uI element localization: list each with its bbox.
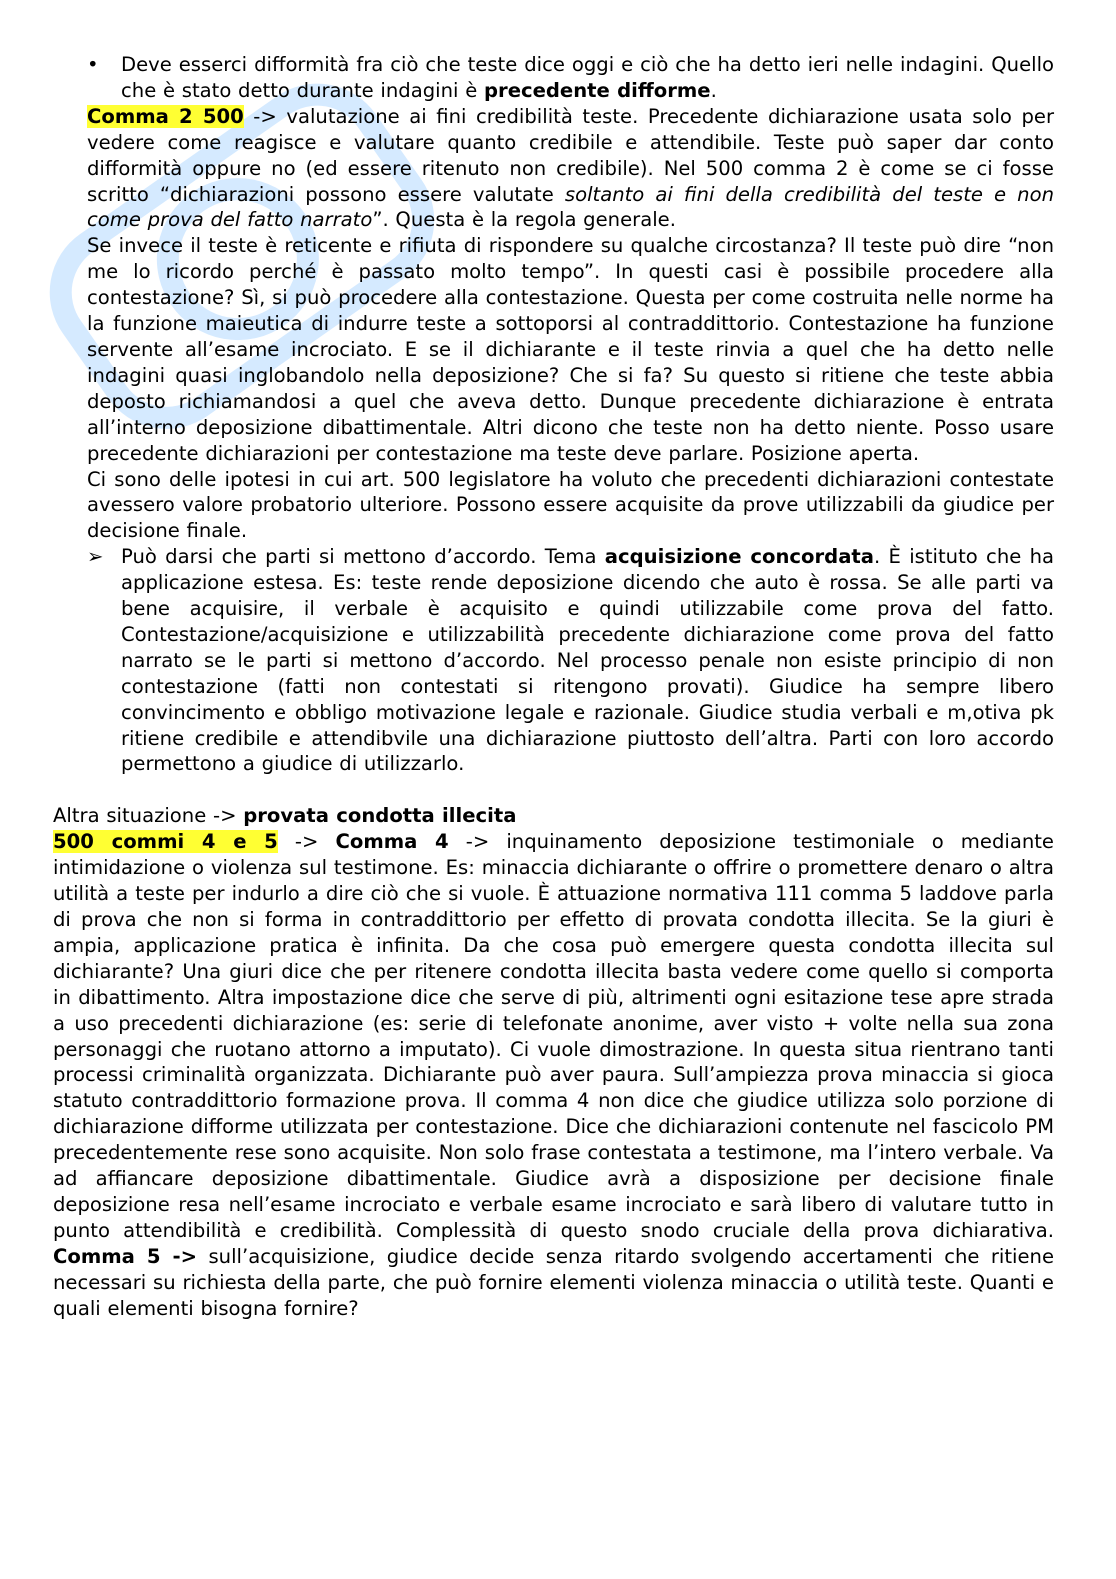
arrow-bullet-icon: ➢: [87, 545, 104, 569]
arrow-item-text-2: . È istituto che ha applicazione estesa. Es: teste rende deposizione dicendo che auto è rossa. Se alle parti va bene acquisire, il verbale è acquisito e quindi utilizzabile come prova del fatto. Contestazione/acquisizione e utilizzabilità precedente dichiarazione come prova del fatto narrato se le parti si mettono d’accordo. Nel processo penale non esiste principio di non contestazione (fatti non contestati si ritengono provati). Giudice ha sempre libero convincimento e obbligo motivazione legale e razionale. Giudice studia verbali e m,otiva pk ritiene credibile e attendibvile una dichiarazione piuttosto dell’altra. Parti con loro accordo permettono a giudice di utilizzarlo.: [121, 545, 1055, 776]
comma-4-bold: Comma 4: [335, 830, 449, 854]
comma-2-italic: soltanto ai fini della credibilità del teste e non come prova del fatto narrato: [87, 182, 1054, 232]
paragraph-reticente: Se invece il teste è reticente e rifiuta di rispondere su qualche circostanza? Il teste può dire “non me lo ricordo perché è passato molto tempo”. In questi casi è possibile procedere alla contestazione? Sì, si può procedere alla contestazione. Questa per come costruita nelle norme ha la funzione maieutica di indurre teste a sottoporsi al contraddittorio. Contestazione ha funzione servente all’esame incrociato. E se il dichiarante e il teste rinvia a quel che ha detto nelle indagini quasi inglobandolo nella deposizione? Che si fa? Su questo si ritiene che teste abbia deposto richiamandosi a quel che aveva detto. Dunque precedente dichiarazione è entrata all’interno deposizione dibattimentale. Altri dicono che teste non ha detto niente. Posso usare precedente dichiarazioni per contestazione ma teste deve parlare. Posizione aperta.: [87, 234, 1054, 465]
bullet-dot-icon: •: [87, 53, 99, 76]
comma-2-text-1: -> valutazione ai fini credibilità teste. Precedente dichiarazione usata solo per vedere come reagisce e valutare quanto credibile e attendibile. Teste può saper dar conto difformità oppure no (ed essere ritenuto non credibile). Nel 500 comma 2 è come se ci fosse scritto “dichiarazioni possono essere valutate: [87, 104, 1054, 206]
arrow-item-text-1: Può darsi che parti si mettono d’accordo. Tema: [121, 545, 605, 569]
bullet-item: [87, 52, 1054, 104]
arrow-text: ->: [277, 830, 336, 854]
arrow-list-item: [87, 544, 1055, 777]
comma-5-bold: Comma 5 ->: [53, 1244, 198, 1268]
comma-5-text: sull’acquisizione, giudice decide senza ritardo svolgendo accertamenti che ritiene necessari su richiesta della parte, che può fornire elementi violenza minaccia o utilità teste. Quanti e quali elementi bisogna fornire?: [53, 1244, 1054, 1320]
comma-4-text: -> inquinamento deposizione testimoniale o mediante intimidazione o violenza sul testimone. Es: minaccia dichiarante o offrire o promettere denaro o altra utilità a teste per indurlo a dire ciò che si vuole. È attuazione normativa 111 comma 5 laddove parla di prova che non si forma in contraddittorio per effetto di provata condotta illecita. Se la giuri è ampia, applicazione pratica è infinita. Da che cosa può emergere questa condotta illecita sul dichiarante? Una giuri dice che per ritenere condotta illecita basta vedere come quello si comporta in dibattimento. Altra impostazione dice che serve di più, altrimenti ogni esitazione tese apre strada a uso precedenti dichiarazione (es: serie di telefonate anonime, aver visto + volte nella sua zona personaggi che ruotano attorno a imputato). Ci vuole dimostrazione. In questa situa rientrano tanti processi criminalità organizzata. Dichiarante può aver paura. Sull’ampiezza prova minaccia si gioca statuto contraddittorio formazione prova. Il comma 4 non dice che giudice utilizza solo porzione di dichiarazione difforme utilizzata per contestazione. Dice che dichiarazioni contenute nel fascicolo PM precedentemente rese sono acquisite. Non solo frase contestata a testimone, ma l’intero verbale. Va ad affiancare deposizione dibattimentale. Giudice avrà a disposizione per decisione finale deposizione resa nell’esame incrociato e verbale esame incrociato e sarà libero di valutare tutto in punto attendibilità e credibilità. Complessità di questo snodo cruciale della prova dichiarativa.: [53, 830, 1054, 1242]
bullet-bold: precedente difforme: [484, 78, 711, 102]
intro-bold: provata condotta illecita: [243, 804, 517, 828]
bullet-end: .: [710, 78, 717, 102]
comma-2-text-2: ”. Questa è la regola generale.: [372, 208, 676, 232]
bullet-text: Deve esserci difformità fra ciò che teste dice oggi e ciò che ha detto ieri nelle indagini. Quello che è stato detto durante indagini è: [121, 53, 1054, 102]
arrow-item-bold: acquisizione concordata: [604, 545, 875, 569]
paragraph-ipotesi: Ci sono delle ipotesi in cui art. 500 legislatore ha voluto che precedenti dichiarazioni contestate avessero valore probatorio ulteriore. Possono essere acquisite da prove utilizzabili da giudice per decisione finale.: [87, 467, 1054, 543]
highlight-comma-2: Comma 2 500: [87, 104, 244, 128]
intro-text: Altra situazione ->: [53, 804, 244, 828]
paragraph-altra-situazione: [53, 803, 1054, 829]
paragraph-comma-2: [87, 104, 1054, 234]
paragraph-commi-4-5: [53, 829, 1054, 1321]
highlight-commi-4-5: 500 commi 4 e 5: [53, 830, 278, 854]
